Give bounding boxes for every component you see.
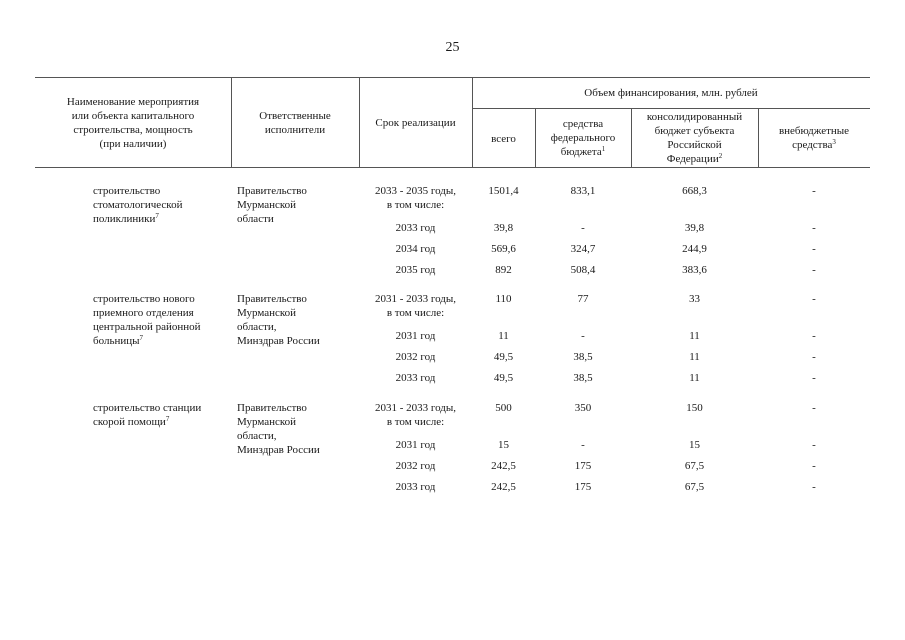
project-name: строительство [93, 185, 161, 197]
cell-consolidated: 67,5 [684, 481, 705, 493]
cell-consolidated: 67,5 [684, 460, 705, 472]
cell-total: 1501,4 [488, 185, 519, 197]
cell-federal: - [581, 330, 585, 342]
cell-federal: - [581, 222, 585, 234]
project-name: поликлиники$^7$ [93, 212, 159, 225]
row-term: 2032 год [395, 460, 436, 472]
header-consolidated-budget: бюджет субъекта [654, 125, 735, 137]
cell-extrabudgetary: - [812, 481, 816, 493]
cell-federal: 350 [574, 402, 592, 414]
project-responsible: Правительство [237, 402, 307, 414]
header-name-column: Наименование мероприятия [66, 96, 200, 108]
footnote-marker: 7 [165, 415, 170, 423]
header-term-column: Срок реализации [375, 117, 456, 129]
row-term: 2035 год [395, 264, 436, 276]
funding-header-divider [472, 108, 870, 109]
project-responsible: Мурманской [237, 307, 297, 319]
header-name-column: или объекта капитального [71, 110, 195, 122]
table-header-bottom-border [35, 167, 870, 168]
project-name: строительство нового [93, 293, 195, 305]
project-responsible: области [237, 213, 274, 225]
project-name: больницы$^7$ [93, 334, 144, 347]
header-federal-budget: федерального [550, 132, 616, 144]
cell-total: 15 [498, 439, 509, 451]
header-total: всего [491, 133, 516, 145]
row-term: 2031 год [395, 439, 436, 451]
header-extrabudgetary: внебюджетные [778, 125, 850, 137]
row-term: 2032 год [395, 351, 436, 363]
cell-federal: 38,5 [573, 372, 593, 384]
cell-consolidated: 11 [689, 330, 700, 342]
project-responsible: Мурманской [237, 199, 297, 211]
cell-federal: 38,5 [573, 351, 593, 363]
cell-total: 49,5 [493, 351, 514, 363]
cell-total: 242,5 [491, 481, 516, 493]
project-name: стоматологической [93, 199, 183, 211]
header-name-column: (при наличии) [99, 138, 167, 150]
cell-extrabudgetary: - [812, 402, 816, 414]
project-name: строительство станции [93, 402, 202, 414]
cell-extrabudgetary: - [812, 293, 816, 305]
project-name: скорой помощи$^7$ [93, 415, 170, 428]
project-responsible: Правительство [237, 185, 307, 197]
cell-extrabudgetary: - [812, 222, 816, 234]
row-term: 2031 - 2033 годы, [374, 402, 457, 414]
cell-federal: 833,1 [570, 185, 596, 197]
cell-extrabudgetary: - [812, 372, 816, 384]
cell-extrabudgetary: - [812, 439, 816, 451]
header-name-column: строительства, мощность [73, 124, 193, 136]
cell-consolidated: 150 [686, 402, 703, 414]
cell-federal: 508,4 [570, 264, 596, 276]
cell-extrabudgetary: - [812, 330, 816, 342]
cell-total: 569,6 [491, 243, 516, 255]
cell-federal: 175 [574, 481, 592, 493]
footnote-marker: 7 [139, 334, 144, 342]
cell-consolidated: 15 [689, 439, 700, 451]
project-responsible: области, [237, 321, 277, 333]
cell-federal: 324,7 [570, 243, 596, 255]
project-responsible: области, [237, 430, 277, 442]
cell-total: 500 [495, 402, 512, 414]
row-term: 2031 - 2033 годы, [374, 293, 457, 305]
cell-consolidated: 11 [689, 372, 700, 384]
header-federal-budget: средства [562, 118, 604, 130]
row-term: 2031 год [395, 330, 436, 342]
row-term: 2034 год [395, 243, 436, 255]
project-responsible: Правительство [237, 293, 307, 305]
cell-consolidated: 39,8 [684, 222, 705, 234]
header-extrabudgetary: средства$^3$ [792, 138, 836, 151]
row-term: в том числе: [386, 307, 445, 319]
cell-federal: 175 [574, 460, 592, 472]
header-funding-column: Объем финансирования, млн. рублей [584, 87, 758, 99]
cell-extrabudgetary: - [812, 351, 816, 363]
page-number: 25 [445, 40, 460, 55]
cell-federal: 77 [577, 293, 589, 305]
header-consolidated-budget: Российской [667, 139, 722, 151]
cell-consolidated: 244,9 [682, 243, 707, 255]
row-term: 2033 - 2035 годы, [374, 185, 457, 197]
footnote-marker: 2 [718, 152, 723, 160]
cell-total: 49,5 [493, 372, 514, 384]
row-term: в том числе: [386, 416, 445, 428]
header-responsible-column: исполнители [264, 124, 326, 136]
header-responsible-column: Ответственные [259, 110, 331, 122]
project-name: центральной районной [93, 321, 201, 333]
footnote-marker: 1 [601, 145, 606, 153]
row-term: 2033 год [395, 372, 436, 384]
cell-consolidated: 33 [689, 293, 700, 305]
project-name: приемного отделения [93, 307, 194, 319]
row-term: 2033 год [395, 481, 436, 493]
cell-total: 892 [495, 264, 512, 276]
cell-total: 39,8 [493, 222, 514, 234]
project-responsible: Мурманской [237, 416, 297, 428]
header-consolidated-budget: консолидированный [646, 111, 743, 123]
row-term: 2033 год [395, 222, 436, 234]
cell-extrabudgetary: - [812, 460, 816, 472]
cell-federal: - [581, 439, 585, 451]
cell-extrabudgetary: - [812, 185, 816, 197]
project-responsible: Минздрав России [237, 335, 320, 347]
row-term: в том числе: [386, 199, 445, 211]
project-responsible: Минздрав России [237, 444, 320, 456]
cell-extrabudgetary: - [812, 243, 816, 255]
cell-extrabudgetary: - [812, 264, 816, 276]
footnote-marker: 3 [832, 138, 836, 146]
footnote-marker: 7 [155, 212, 159, 220]
cell-total: 11 [498, 330, 509, 342]
header-consolidated-budget: Федерации$^2$ [666, 152, 723, 165]
cell-total: 110 [495, 293, 512, 305]
table-top-border [35, 77, 870, 78]
header-federal-budget: бюджета$^1$ [560, 145, 606, 158]
cell-consolidated: 383,6 [682, 264, 707, 276]
cell-consolidated: 668,3 [682, 185, 707, 197]
cell-total: 242,5 [491, 460, 516, 472]
cell-consolidated: 11 [689, 351, 700, 363]
